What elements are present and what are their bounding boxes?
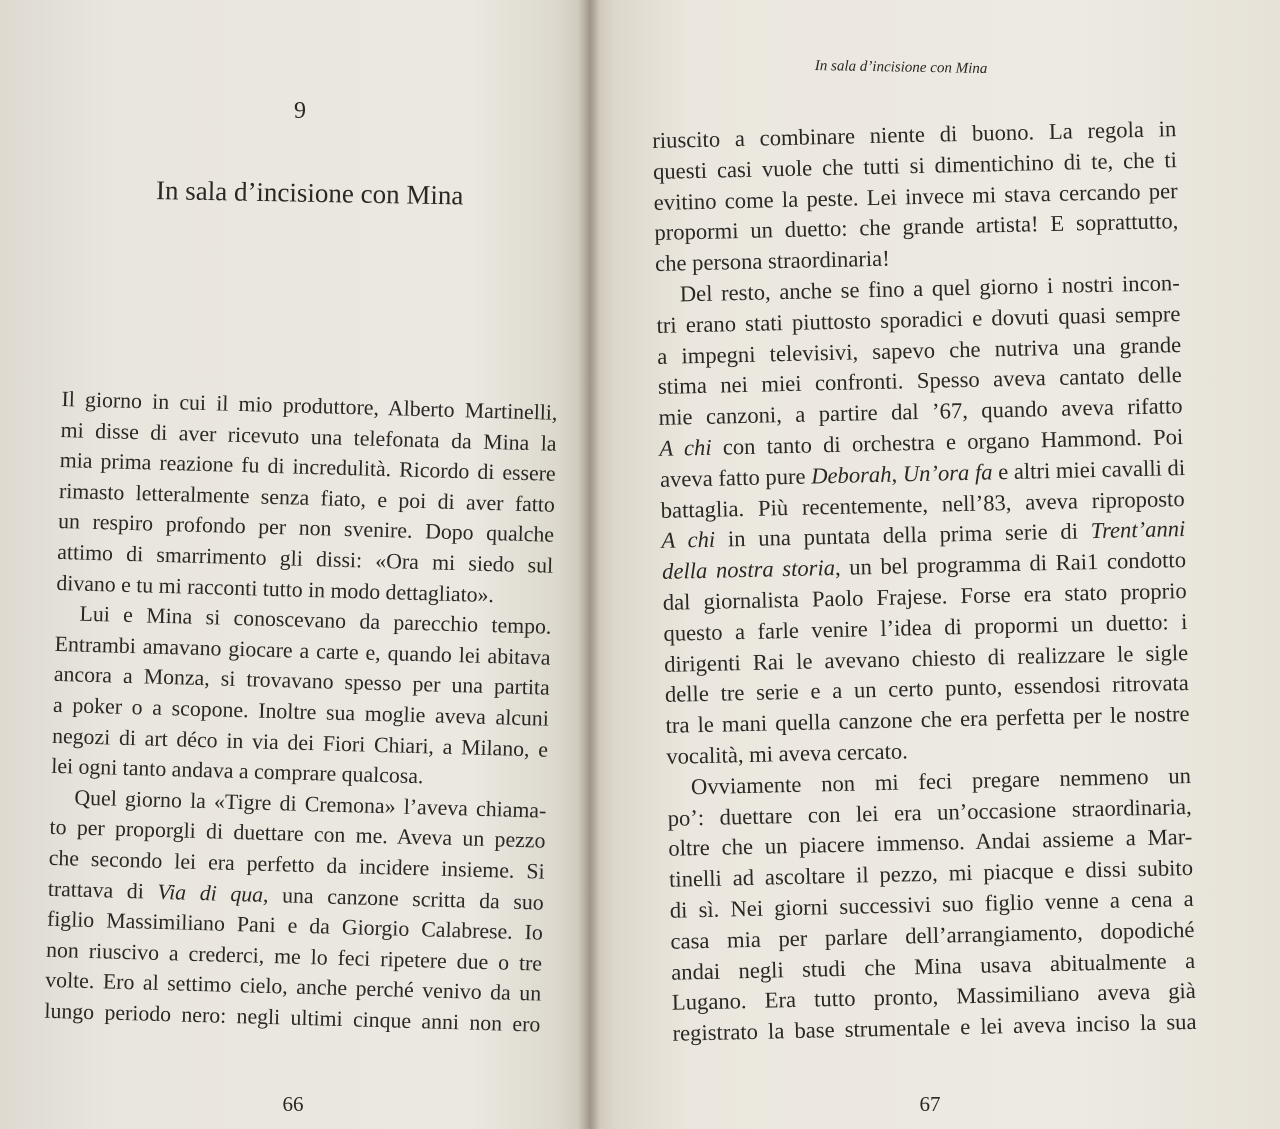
- text-line: po’: duettare con lei era un’occasione straordinaria,: [667, 793, 1192, 831]
- text-fragment: e altri miei cavalli di: [992, 454, 1186, 485]
- text-line: un respiro profondo per non svenire. Dopo qualche: [57, 509, 555, 548]
- page-number-right: 67: [919, 1092, 941, 1116]
- right-page: [588, 0, 1280, 1129]
- text-line: che secondo lei era perfetto da incidere insieme. Si: [48, 845, 545, 884]
- text-line: attimo di smarrimento gli dissi: «Ora mi siedo sul: [56, 539, 554, 578]
- text-line: non riuscivo a crederci, me lo feci ripetere due o tre: [45, 937, 543, 976]
- text-fragment: trattava di: [47, 876, 158, 904]
- text-line: Lugano. Era tutto pronto, Massimiliano aveva già: [671, 978, 1197, 1016]
- text-fragment: ,: [891, 461, 904, 487]
- text-line: casa mia per parlare dell’arrangiamento, dopodiché: [670, 916, 1195, 954]
- text-line: Quel giorno la «Tigre di Cremona» l’aveva chiama-: [74, 785, 547, 823]
- text-line: registrato la base strumentale e lei aveva inciso la sua: [672, 1008, 1197, 1046]
- song-title: A chi: [659, 434, 712, 461]
- text-line: Lui e Mina si conoscevano da parecchio tempo.: [79, 601, 552, 639]
- text-line: mi disse di aver ricevuto una telefonata da Mina la: [60, 417, 557, 456]
- chapter-number: 9: [294, 98, 306, 124]
- text-line: oltre che un piacere immenso. Andai assieme a Mar-: [668, 824, 1193, 862]
- text-line: tri erano stati piuttosto sporadici e dovuti quasi sempre: [656, 300, 1181, 338]
- text-line: questi casi vuole che tutti si dimentichino di te, che ti: [652, 146, 1178, 184]
- program-title: Trent’anni: [1090, 516, 1186, 544]
- text-line: dirigenti Rai le avevano chiesto di realizzare le sigle: [663, 639, 1189, 677]
- text-line: Del resto, anche se fino a quel giorno i nostri incon-: [679, 270, 1180, 307]
- text-line: riuscito a combinare niente di buono. La regola in: [652, 116, 1177, 153]
- text-line: tra le mani quella canzone che era perfetta per le nostre: [665, 701, 1190, 738]
- right-page-body: [652, 114, 1197, 1050]
- text-line: che persona straordinaria!: [654, 245, 890, 277]
- text-line: andai negli studi che Mina usava abitualmente a: [670, 947, 1196, 985]
- text-line: volte. Ero al settimo cielo, anche perché venivo da un: [45, 968, 542, 1006]
- text-line: Il giorno in cui il mio produttore, Alberto Martinelli,: [61, 386, 558, 425]
- text-fragment: in una puntata della prima serie di: [714, 518, 1092, 553]
- text-line: rimasto letteralmente senza fiato, e poi di aver fatto: [58, 478, 556, 517]
- page-number-left: 66: [282, 1092, 304, 1116]
- text-fragment: aveva fatto pure: [659, 463, 812, 492]
- text-line: tinelli ad ascoltare il pezzo, mi piacque e dissi subito: [668, 855, 1194, 892]
- text-line: negozi di art déco in via dei Fiori Chiari, a Milano, e: [51, 723, 549, 762]
- left-page-body: [44, 384, 558, 1040]
- text-line: figlio Massimiliano Pani e da Giorgio Calabrese. Io: [46, 906, 544, 945]
- text-line: dal giornalista Paolo Frajese. Forse era stato proprio: [662, 577, 1187, 615]
- song-title: A chi: [661, 527, 716, 554]
- text-line: delle tre serie e a un certo punto, essendosi ritrovata: [664, 670, 1190, 708]
- text-line: di sì. Nei giorni successivi suo figlio venne a cena a: [669, 885, 1194, 923]
- running-head: In sala d’incisione con Mina: [814, 58, 988, 78]
- text-line: evitino come la peste. Lei invece mi stava cercando per: [653, 177, 1178, 215]
- text-line: a impegni televisivi, sapevo che nutriva una grande: [656, 331, 1182, 369]
- text-line: questo a farle venire l’idea di propormi un duetto: i: [663, 608, 1188, 646]
- text-line: vocalità, mi aveva cercato.: [666, 738, 909, 769]
- song-title: Un’ora fa: [902, 459, 993, 487]
- chapter-title: In sala d’incisione con Mina: [155, 175, 464, 211]
- text-line: mia prima reazione fu di incredulità. Ricordo di essere: [59, 448, 557, 487]
- left-page: [0, 0, 588, 1129]
- text-line: lungo periodo nero: negli ultimi cinque anni non ero: [44, 998, 541, 1037]
- text-fragment: , un bel programma di Rai1 condotto: [834, 547, 1187, 581]
- text-fragment: , una canzone scritta da suo: [262, 882, 545, 915]
- text-line: divano e tu mi racconti tutto in modo dettagliato».: [56, 570, 495, 607]
- text-fragment: con tanto di orchestra e organo Hammond. Poi: [711, 424, 1184, 460]
- program-title: della nostra storia: [661, 555, 836, 585]
- text-line: mie canzoni, a partire dal ’67, quando aveva rifatto: [658, 393, 1183, 431]
- text-line: stima nei miei confronti. Spesso aveva cantato delle: [657, 362, 1183, 400]
- text-line: a poker o a scopone. Inoltre sua moglie aveva alcuni: [52, 692, 550, 731]
- text-line: propormi un duetto: che grande artista! E soprattutto,: [654, 208, 1179, 246]
- text-line: lei ogni tanto andava a comprare qualcosa.: [50, 753, 424, 789]
- text-line: ancora a Monza, si trovavano spesso per una partita: [53, 662, 551, 701]
- text-line: Ovviamente non mi feci pregare nemmeno un: [690, 762, 1192, 800]
- song-title: Via di qua: [157, 879, 264, 907]
- text-line: Entrambi amavano giocare a carte e, quando lei abitava: [54, 631, 551, 670]
- text-line: to per proporgli di duettare con me. Aveva un pezzo: [49, 815, 546, 853]
- text-line: battaglia. Più recentemente, nell’83, aveva riproposto: [660, 485, 1185, 523]
- song-title: Deborah: [810, 461, 892, 489]
